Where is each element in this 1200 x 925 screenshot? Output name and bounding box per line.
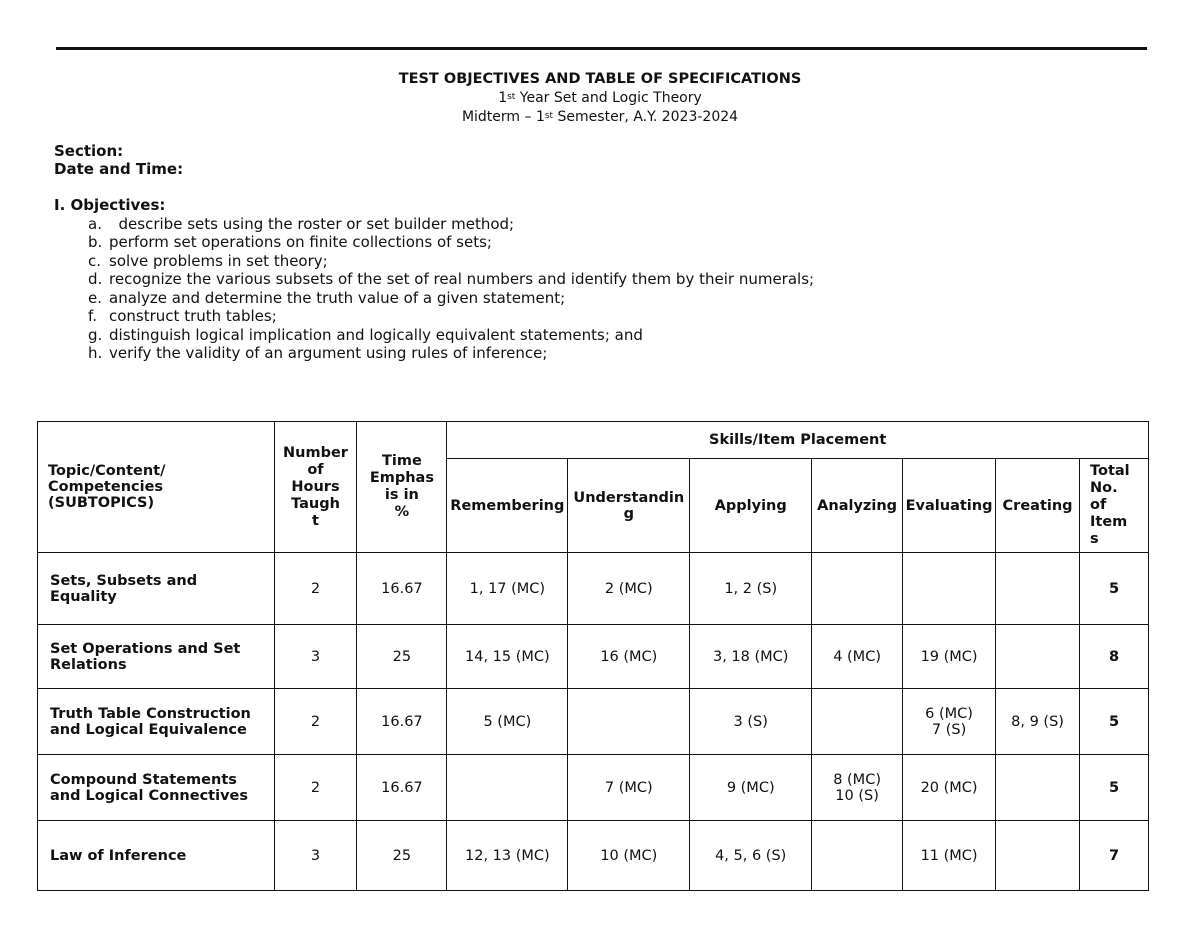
term-line [0,108,1200,127]
table-row [38,821,1149,891]
table-row [38,553,1149,625]
total-cell: 5 [1080,755,1149,821]
table-row [38,755,1149,821]
document-title: TEST OBJECTIVES AND TABLE OF SPECIFICATIONS [398,71,802,87]
remembering-cell [447,755,568,821]
course-line [0,89,1200,108]
objective-text: recognize the various subsets of the set of real numbers and identify them by their numerals; [109,270,815,288]
objective-text: analyze and determine the truth value of a given statement; [109,288,566,307]
col-time-header: Time Emphas is in % [357,422,447,553]
creating-cell [996,553,1080,625]
table-row [38,689,1149,755]
term-line-pre: Midterm – 1 [461,109,545,125]
time-cell: 25 [357,625,447,689]
applying-cell: 9 (MC) [690,755,812,821]
applying-cell: 3 (S) [690,689,812,755]
objective-item [88,307,814,326]
time-cell: 16.67 [357,689,447,755]
document-header [0,70,1200,127]
objectives-heading: I. Objectives: [54,196,166,214]
date-time-label: Date and Time: [54,160,184,178]
col-topic-header: Topic/Content/ Competencies (SUBTOPICS) [38,422,275,553]
total-cell: 7 [1080,821,1149,891]
understanding-cell: 16 (MC) [568,625,690,689]
analyzing-cell: 4 (MC) [812,625,903,689]
understanding-cell: 2 (MC) [568,553,690,625]
evaluating-cell: 6 (MC) 7 (S) [903,689,996,755]
evaluating-cell [903,553,996,625]
evaluating-cell: 20 (MC) [903,755,996,821]
time-cell: 25 [357,821,447,891]
objective-item [88,326,814,345]
objectives-list [54,215,814,363]
objective-item [88,233,814,252]
skill-remembering-header: Remembering [447,459,568,553]
skill-creating-header: Creating [996,459,1080,553]
objective-marker: c. [88,251,102,270]
objective-text: construct truth tables; [109,307,277,325]
objective-text: distinguish logical implication and logically equivalent statements; and [109,325,643,344]
evaluating-cell: 11 (MC) [903,821,996,891]
analyzing-cell [812,689,903,755]
top-rule [56,47,1147,50]
objective-marker: a. [88,214,102,233]
understanding-cell [568,689,690,755]
applying-cell: 3, 18 (MC) [690,625,812,689]
remembering-cell: 5 (MC) [447,689,568,755]
applying-cell: 1, 2 (S) [690,553,812,625]
objective-item [88,344,814,363]
total-cell: 8 [1080,625,1149,689]
analyzing-cell [812,821,903,891]
hours-cell: 2 [274,755,357,821]
col-total-header: Total No. of Item s [1080,459,1149,553]
objective-marker: d. [88,270,103,288]
skill-analyzing-header: Analyzing [812,459,903,553]
understanding-cell: 10 (MC) [568,821,690,891]
course-line-sup: st [507,92,516,102]
remembering-cell: 1, 17 (MC) [447,553,568,625]
hours-cell: 2 [274,689,357,755]
analyzing-cell [812,553,903,625]
creating-cell [996,625,1080,689]
applying-cell: 4, 5, 6 (S) [690,821,812,891]
objective-item [88,289,814,308]
hours-cell: 2 [274,553,357,625]
objective-marker: h. [88,344,103,362]
objective-text: verify the validity of an argument using rules of inference; [109,344,548,362]
objective-marker: f. [88,307,97,325]
creating-cell [996,755,1080,821]
objective-marker: b. [88,233,103,251]
topic-cell: Compound Statements and Logical Connectives [38,755,275,821]
understanding-cell: 7 (MC) [568,755,690,821]
table-row [38,625,1149,689]
topic-cell: Truth Table Construction and Logical Equivalence [38,689,275,755]
topic-cell: Set Operations and Set Relations [38,625,275,689]
total-cell: 5 [1080,689,1149,755]
analyzing-cell: 8 (MC) 10 (S) [812,755,903,821]
objective-item [88,252,814,271]
course-line-post: Year Set and Logic Theory [515,90,702,106]
objective-marker: e. [88,288,102,307]
objective-text: describe sets using the roster or set builder method; [109,214,515,233]
col-hours-header: Number of Hours Taugh t [274,422,357,553]
skill-applying-header: Applying [690,459,812,553]
objective-item [88,270,814,289]
creating-cell [996,821,1080,891]
remembering-cell: 14, 15 (MC) [447,625,568,689]
evaluating-cell: 19 (MC) [903,625,996,689]
topic-cell: Law of Inference [38,821,275,891]
topic-cell: Sets, Subsets and Equality [38,553,275,625]
meta-block [54,142,183,178]
skill-evaluating-header: Evaluating [903,459,996,553]
remembering-cell: 12, 13 (MC) [447,821,568,891]
creating-cell: 8, 9 (S) [996,689,1080,755]
total-cell: 5 [1080,553,1149,625]
section-label: Section: [54,142,124,160]
objectives-section [54,196,814,363]
skill-understanding-header: Understandin g [568,459,690,553]
hours-cell: 3 [274,625,357,689]
specifications-table [37,421,1149,891]
objective-text: solve problems in set theory; [109,251,328,270]
term-line-post: Semester, A.Y. 2023-2024 [553,109,739,125]
objective-marker: g. [88,325,103,344]
skills-header: Skills/Item Placement [447,422,1149,459]
time-cell: 16.67 [357,755,447,821]
objective-text: perform set operations on finite collections of sets; [109,233,492,251]
course-line-pre: 1 [498,90,508,106]
hours-cell: 3 [274,821,357,891]
term-line-sup: st [544,111,554,121]
objective-item [88,215,814,234]
time-cell: 16.67 [357,553,447,625]
